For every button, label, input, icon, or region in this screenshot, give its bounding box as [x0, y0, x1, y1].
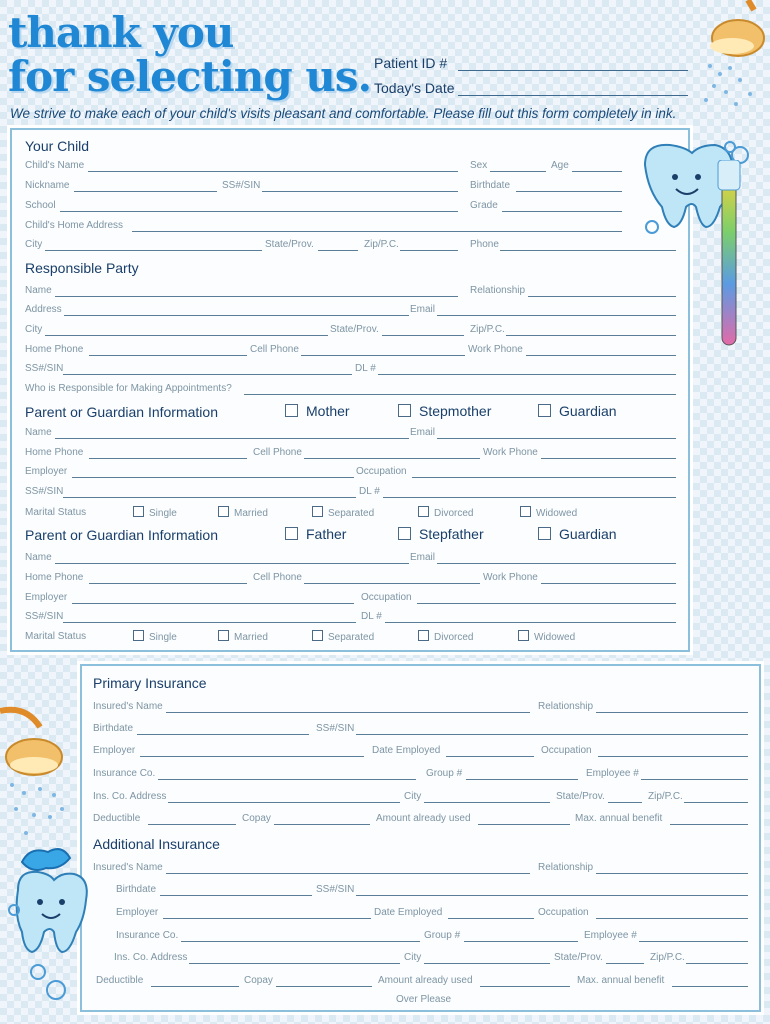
pi-copay-field[interactable] — [274, 824, 370, 825]
pi-max-benefit-label: Max. annual benefit — [575, 813, 663, 824]
g2-ss-field[interactable] — [63, 622, 356, 623]
mother-label: Mother — [306, 403, 350, 419]
g2-widowed-checkbox[interactable] — [518, 630, 575, 643]
ai-date-employed-label: Date Employed — [374, 907, 443, 918]
shower-head-icon — [0, 705, 80, 845]
pi-ss-field[interactable] — [356, 734, 748, 735]
married-label: Married — [234, 632, 268, 643]
checkbox-square[interactable] — [218, 630, 229, 641]
ai-ss-field[interactable] — [356, 895, 748, 896]
ai-group-field[interactable] — [464, 941, 578, 942]
g2-employer-label: Employer — [25, 592, 68, 603]
g2-cell-phone-field[interactable] — [304, 583, 480, 584]
pi-amount-used-label: Amount already used — [376, 813, 471, 824]
checkbox-square[interactable] — [398, 527, 411, 540]
pi-zip-label: Zip/P.C. — [648, 791, 683, 802]
guardian2-heading: Parent or Guardian Information — [25, 527, 218, 543]
g1-work-phone-field[interactable] — [541, 458, 676, 459]
ai-insurance-co-field[interactable] — [181, 941, 420, 942]
separated-label: Separated — [328, 508, 375, 519]
pi-max-benefit-field[interactable] — [670, 824, 748, 825]
pi-date-employed-label: Date Employed — [372, 745, 441, 756]
ai-occupation-label: Occupation — [538, 907, 589, 918]
ai-amount-used-label: Amount already used — [378, 975, 473, 986]
guardian2-checkbox[interactable] — [538, 526, 617, 542]
pi-copay-label: Copay — [242, 813, 271, 824]
patient-id-label: Patient ID # — [374, 55, 448, 71]
g2-divorced-checkbox[interactable] — [418, 630, 473, 643]
pi-relationship-label: Relationship — [538, 701, 594, 712]
g1-cell-phone-label: Cell Phone — [253, 447, 302, 458]
married-label: Married — [234, 508, 268, 519]
rp-email-field[interactable] — [437, 315, 676, 316]
ai-copay-label: Copay — [244, 975, 273, 986]
rp-relationship-label: Relationship — [470, 285, 526, 296]
father-label: Father — [306, 526, 347, 542]
checkbox-square[interactable] — [520, 506, 531, 517]
rp-email-label: Email — [410, 304, 436, 315]
birthdate-label: Birthdate — [470, 180, 511, 191]
g1-ss-label: SS#/SIN — [25, 486, 64, 497]
ai-insured-name-label: Insured's Name — [93, 862, 163, 873]
ai-employer-field[interactable] — [163, 918, 371, 919]
ai-ss-label: SS#/SIN — [316, 884, 355, 895]
pi-insurance-co-field[interactable] — [158, 779, 416, 780]
g1-dl-field[interactable] — [383, 497, 676, 498]
rp-city-field[interactable] — [45, 335, 328, 336]
g1-email-field[interactable] — [437, 438, 676, 439]
father-checkbox[interactable] — [285, 526, 346, 542]
checkbox-square[interactable] — [418, 506, 429, 517]
primary-insurance-heading: Primary Insurance — [93, 675, 207, 691]
over-please-text: Over Please — [396, 994, 452, 1005]
pi-employer-field[interactable] — [140, 756, 364, 757]
rp-dl-label: DL # — [355, 363, 376, 374]
pi-insured-name-label: Insured's Name — [93, 701, 163, 712]
childs-name-label: Child's Name — [25, 160, 85, 171]
pi-state-label: State/Prov. — [556, 791, 605, 802]
rp-ss-label: SS#/SIN — [25, 363, 64, 374]
pi-employer-label: Employer — [93, 745, 136, 756]
checkbox-square[interactable] — [312, 630, 323, 641]
pi-occupation-label: Occupation — [541, 745, 592, 756]
patient-id-field[interactable] — [458, 70, 688, 71]
g2-work-phone-label: Work Phone — [483, 572, 538, 583]
rp-city-label: City — [25, 324, 43, 335]
g2-name-label: Name — [25, 552, 52, 563]
ai-insurance-co-label: Insurance Co. — [116, 930, 179, 941]
g2-marital-label: Marital Status — [25, 631, 87, 642]
guardian1-heading: Parent or Guardian Information — [25, 404, 218, 420]
single-label: Single — [149, 632, 177, 643]
sex-field[interactable] — [490, 171, 546, 172]
ai-employee-label: Employee # — [584, 930, 637, 941]
g1-occupation-field[interactable] — [412, 477, 676, 478]
ai-birthdate-label: Birthdate — [116, 884, 157, 895]
g1-ss-field[interactable] — [63, 497, 356, 498]
rp-cell-phone-label: Cell Phone — [250, 344, 299, 355]
ai-relationship-field[interactable] — [596, 873, 748, 874]
todays-date-field[interactable] — [458, 95, 688, 96]
g2-cell-phone-label: Cell Phone — [253, 572, 302, 583]
g2-employer-field[interactable] — [72, 603, 354, 604]
g1-dl-label: DL # — [359, 486, 380, 497]
g2-name-field[interactable] — [55, 563, 409, 564]
checkbox-square[interactable] — [398, 404, 411, 417]
stepfather-checkbox[interactable] — [398, 526, 484, 542]
pi-insurance-co-label: Insurance Co. — [93, 768, 156, 779]
ai-state-field[interactable] — [606, 963, 644, 964]
stepmother-checkbox[interactable] — [398, 403, 491, 419]
single-label: Single — [149, 508, 177, 519]
checkbox-square[interactable] — [538, 404, 551, 417]
ai-deductible-field[interactable] — [151, 986, 239, 987]
grade-field[interactable] — [502, 211, 622, 212]
intro-text: We strive to make each of your child's visits pleasant and comfortable. Please fill out this form completely in ink. — [10, 106, 677, 121]
ai-insured-name-field[interactable] — [166, 873, 530, 874]
nickname-field[interactable] — [74, 191, 217, 192]
rp-work-phone-field[interactable] — [526, 355, 676, 356]
pi-birthdate-label: Birthdate — [93, 723, 134, 734]
child-ss-label: SS#/SIN — [222, 180, 261, 191]
g1-divorced-checkbox[interactable] — [418, 506, 473, 519]
checkbox-square[interactable] — [518, 630, 529, 641]
g1-separated-checkbox[interactable] — [312, 506, 374, 519]
g2-dl-field[interactable] — [385, 622, 676, 623]
pi-group-label: Group # — [426, 768, 463, 779]
g1-marital-label: Marital Status — [25, 507, 87, 518]
responsible-party-heading: Responsible Party — [25, 260, 139, 276]
sex-label: Sex — [470, 160, 488, 171]
rp-zip-label: Zip/P.C. — [470, 324, 505, 335]
ai-city-label: City — [404, 952, 422, 963]
nickname-label: Nickname — [25, 180, 70, 191]
ai-group-label: Group # — [424, 930, 461, 941]
g1-email-label: Email — [410, 427, 436, 438]
g1-single-checkbox[interactable] — [133, 506, 177, 519]
pi-city-field[interactable] — [424, 802, 550, 803]
g2-ss-label: SS#/SIN — [25, 611, 64, 622]
g1-employer-field[interactable] — [72, 477, 354, 478]
checkbox-square[interactable] — [418, 630, 429, 641]
stepmother-label: Stepmother — [419, 403, 492, 419]
g1-occupation-label: Occupation — [356, 466, 407, 477]
toothbrush-icon — [712, 160, 752, 350]
g2-home-phone-label: Home Phone — [25, 572, 84, 583]
ai-zip-field[interactable] — [686, 963, 748, 964]
ai-employer-label: Employer — [116, 907, 159, 918]
child-city-label: City — [25, 239, 43, 250]
pi-occupation-field[interactable] — [598, 756, 748, 757]
pi-deductible-field[interactable] — [148, 824, 236, 825]
g1-home-phone-field[interactable] — [89, 458, 247, 459]
mother-checkbox[interactable] — [285, 403, 350, 419]
school-label: School — [25, 200, 56, 211]
child-phone-field[interactable] — [500, 250, 676, 251]
g2-separated-checkbox[interactable] — [312, 630, 374, 643]
pi-address-label: Ins. Co. Address — [93, 791, 167, 802]
grade-label: Grade — [470, 200, 498, 211]
child-city-field[interactable] — [45, 250, 262, 251]
child-zip-field[interactable] — [400, 250, 458, 251]
g1-name-field[interactable] — [55, 438, 409, 439]
ai-occupation-field[interactable] — [596, 918, 748, 919]
rp-dl-field[interactable] — [378, 374, 676, 375]
pi-group-field[interactable] — [466, 779, 578, 780]
g1-name-label: Name — [25, 427, 52, 438]
pi-employee-field[interactable] — [641, 779, 748, 780]
childs-name-field[interactable] — [88, 171, 458, 172]
guardian1-opt-label: Guardian — [559, 403, 617, 419]
shower-head-icon — [700, 0, 770, 120]
birthdate-field[interactable] — [516, 191, 622, 192]
child-phone-label: Phone — [470, 239, 499, 250]
pi-city-label: City — [404, 791, 422, 802]
ai-copay-field[interactable] — [276, 986, 372, 987]
child-ss-field[interactable] — [262, 191, 458, 192]
title-line-2: for selecting us. — [8, 52, 372, 101]
checkbox-square[interactable] — [133, 630, 144, 641]
ai-amount-used-field[interactable] — [480, 986, 570, 987]
additional-insurance-heading: Additional Insurance — [93, 836, 220, 852]
pi-ss-label: SS#/SIN — [316, 723, 355, 734]
ai-max-benefit-field[interactable] — [672, 986, 748, 987]
todays-date-label: Today's Date — [374, 80, 455, 96]
rp-address-field[interactable] — [64, 315, 409, 316]
ai-birthdate-field[interactable] — [160, 895, 312, 896]
rp-state-label: State/Prov. — [330, 324, 379, 335]
g2-email-label: Email — [410, 552, 436, 563]
g2-work-phone-field[interactable] — [541, 583, 676, 584]
pi-deductible-label: Deductible — [93, 813, 141, 824]
checkbox-square[interactable] — [538, 527, 551, 540]
ai-max-benefit-label: Max. annual benefit — [577, 975, 665, 986]
divorced-label: Divorced — [434, 632, 474, 643]
pi-insured-name-field[interactable] — [166, 712, 530, 713]
appointments-label: Who is Responsible for Making Appointments? — [25, 383, 232, 394]
pi-relationship-field[interactable] — [596, 712, 748, 713]
pi-employee-label: Employee # — [586, 768, 639, 779]
stepfather-label: Stepfather — [419, 526, 484, 542]
separated-label: Separated — [328, 632, 375, 643]
rp-ss-field[interactable] — [63, 374, 352, 375]
g1-married-checkbox[interactable] — [218, 506, 268, 519]
rp-zip-field[interactable] — [506, 335, 676, 336]
ai-relationship-label: Relationship — [538, 862, 594, 873]
guardian2-opt-label: Guardian — [559, 526, 617, 542]
pi-amount-used-field[interactable] — [478, 824, 570, 825]
your-child-heading: Your Child — [25, 138, 90, 154]
child-state-label: State/Prov. — [265, 239, 314, 250]
g1-employer-label: Employer — [25, 466, 68, 477]
g1-home-phone-label: Home Phone — [25, 447, 84, 458]
child-zip-label: Zip/P.C. — [364, 239, 399, 250]
appointments-field[interactable] — [244, 394, 676, 395]
widowed-label: Widowed — [536, 508, 578, 519]
ai-state-label: State/Prov. — [554, 952, 603, 963]
checkbox-square[interactable] — [285, 404, 298, 417]
pi-state-field[interactable] — [608, 802, 642, 803]
checkbox-square[interactable] — [312, 506, 323, 517]
rp-name-label: Name — [25, 285, 52, 296]
rp-address-label: Address — [25, 304, 62, 315]
ai-deductible-label: Deductible — [96, 975, 144, 986]
school-field[interactable] — [60, 211, 458, 212]
rp-relationship-field[interactable] — [528, 296, 676, 297]
pi-address-field[interactable] — [168, 802, 400, 803]
home-address-label: Child's Home Address — [25, 220, 124, 231]
checkbox-square[interactable] — [285, 527, 298, 540]
widowed-label: Widowed — [534, 632, 576, 643]
ai-date-employed-field[interactable] — [448, 918, 534, 919]
g2-home-phone-field[interactable] — [89, 583, 247, 584]
rp-home-phone-label: Home Phone — [25, 344, 84, 355]
checkbox-square[interactable] — [218, 506, 229, 517]
ai-employee-field[interactable] — [639, 941, 748, 942]
g2-married-checkbox[interactable] — [218, 630, 268, 643]
rp-state-field[interactable] — [382, 335, 464, 336]
rp-home-phone-field[interactable] — [89, 355, 247, 356]
pi-zip-field[interactable] — [684, 802, 748, 803]
g2-email-field[interactable] — [437, 563, 676, 564]
tooth-mascot-icon — [0, 840, 90, 1010]
home-address-field[interactable] — [132, 231, 622, 232]
age-label: Age — [551, 160, 569, 171]
guardian1-checkbox[interactable] — [538, 403, 617, 419]
ai-zip-label: Zip/P.C. — [650, 952, 685, 963]
rp-work-phone-label: Work Phone — [468, 344, 523, 355]
checkbox-square[interactable] — [133, 506, 144, 517]
g1-cell-phone-field[interactable] — [304, 458, 480, 459]
age-field[interactable] — [572, 171, 622, 172]
divorced-label: Divorced — [434, 508, 474, 519]
g2-dl-label: DL # — [361, 611, 382, 622]
ai-city-field[interactable] — [424, 963, 550, 964]
g2-occupation-field[interactable] — [417, 603, 676, 604]
ai-address-label: Ins. Co. Address — [114, 952, 188, 963]
title-line-1: thank you — [8, 8, 234, 57]
rp-name-field[interactable] — [55, 296, 458, 297]
pi-birthdate-field[interactable] — [137, 734, 309, 735]
ai-address-field[interactable] — [189, 963, 400, 964]
rp-cell-phone-field[interactable] — [301, 355, 465, 356]
child-state-field[interactable] — [318, 250, 358, 251]
pi-date-employed-field[interactable] — [446, 756, 534, 757]
g2-single-checkbox[interactable] — [133, 630, 177, 643]
g2-occupation-label: Occupation — [361, 592, 412, 603]
g1-widowed-checkbox[interactable] — [520, 506, 577, 519]
g1-work-phone-label: Work Phone — [483, 447, 538, 458]
